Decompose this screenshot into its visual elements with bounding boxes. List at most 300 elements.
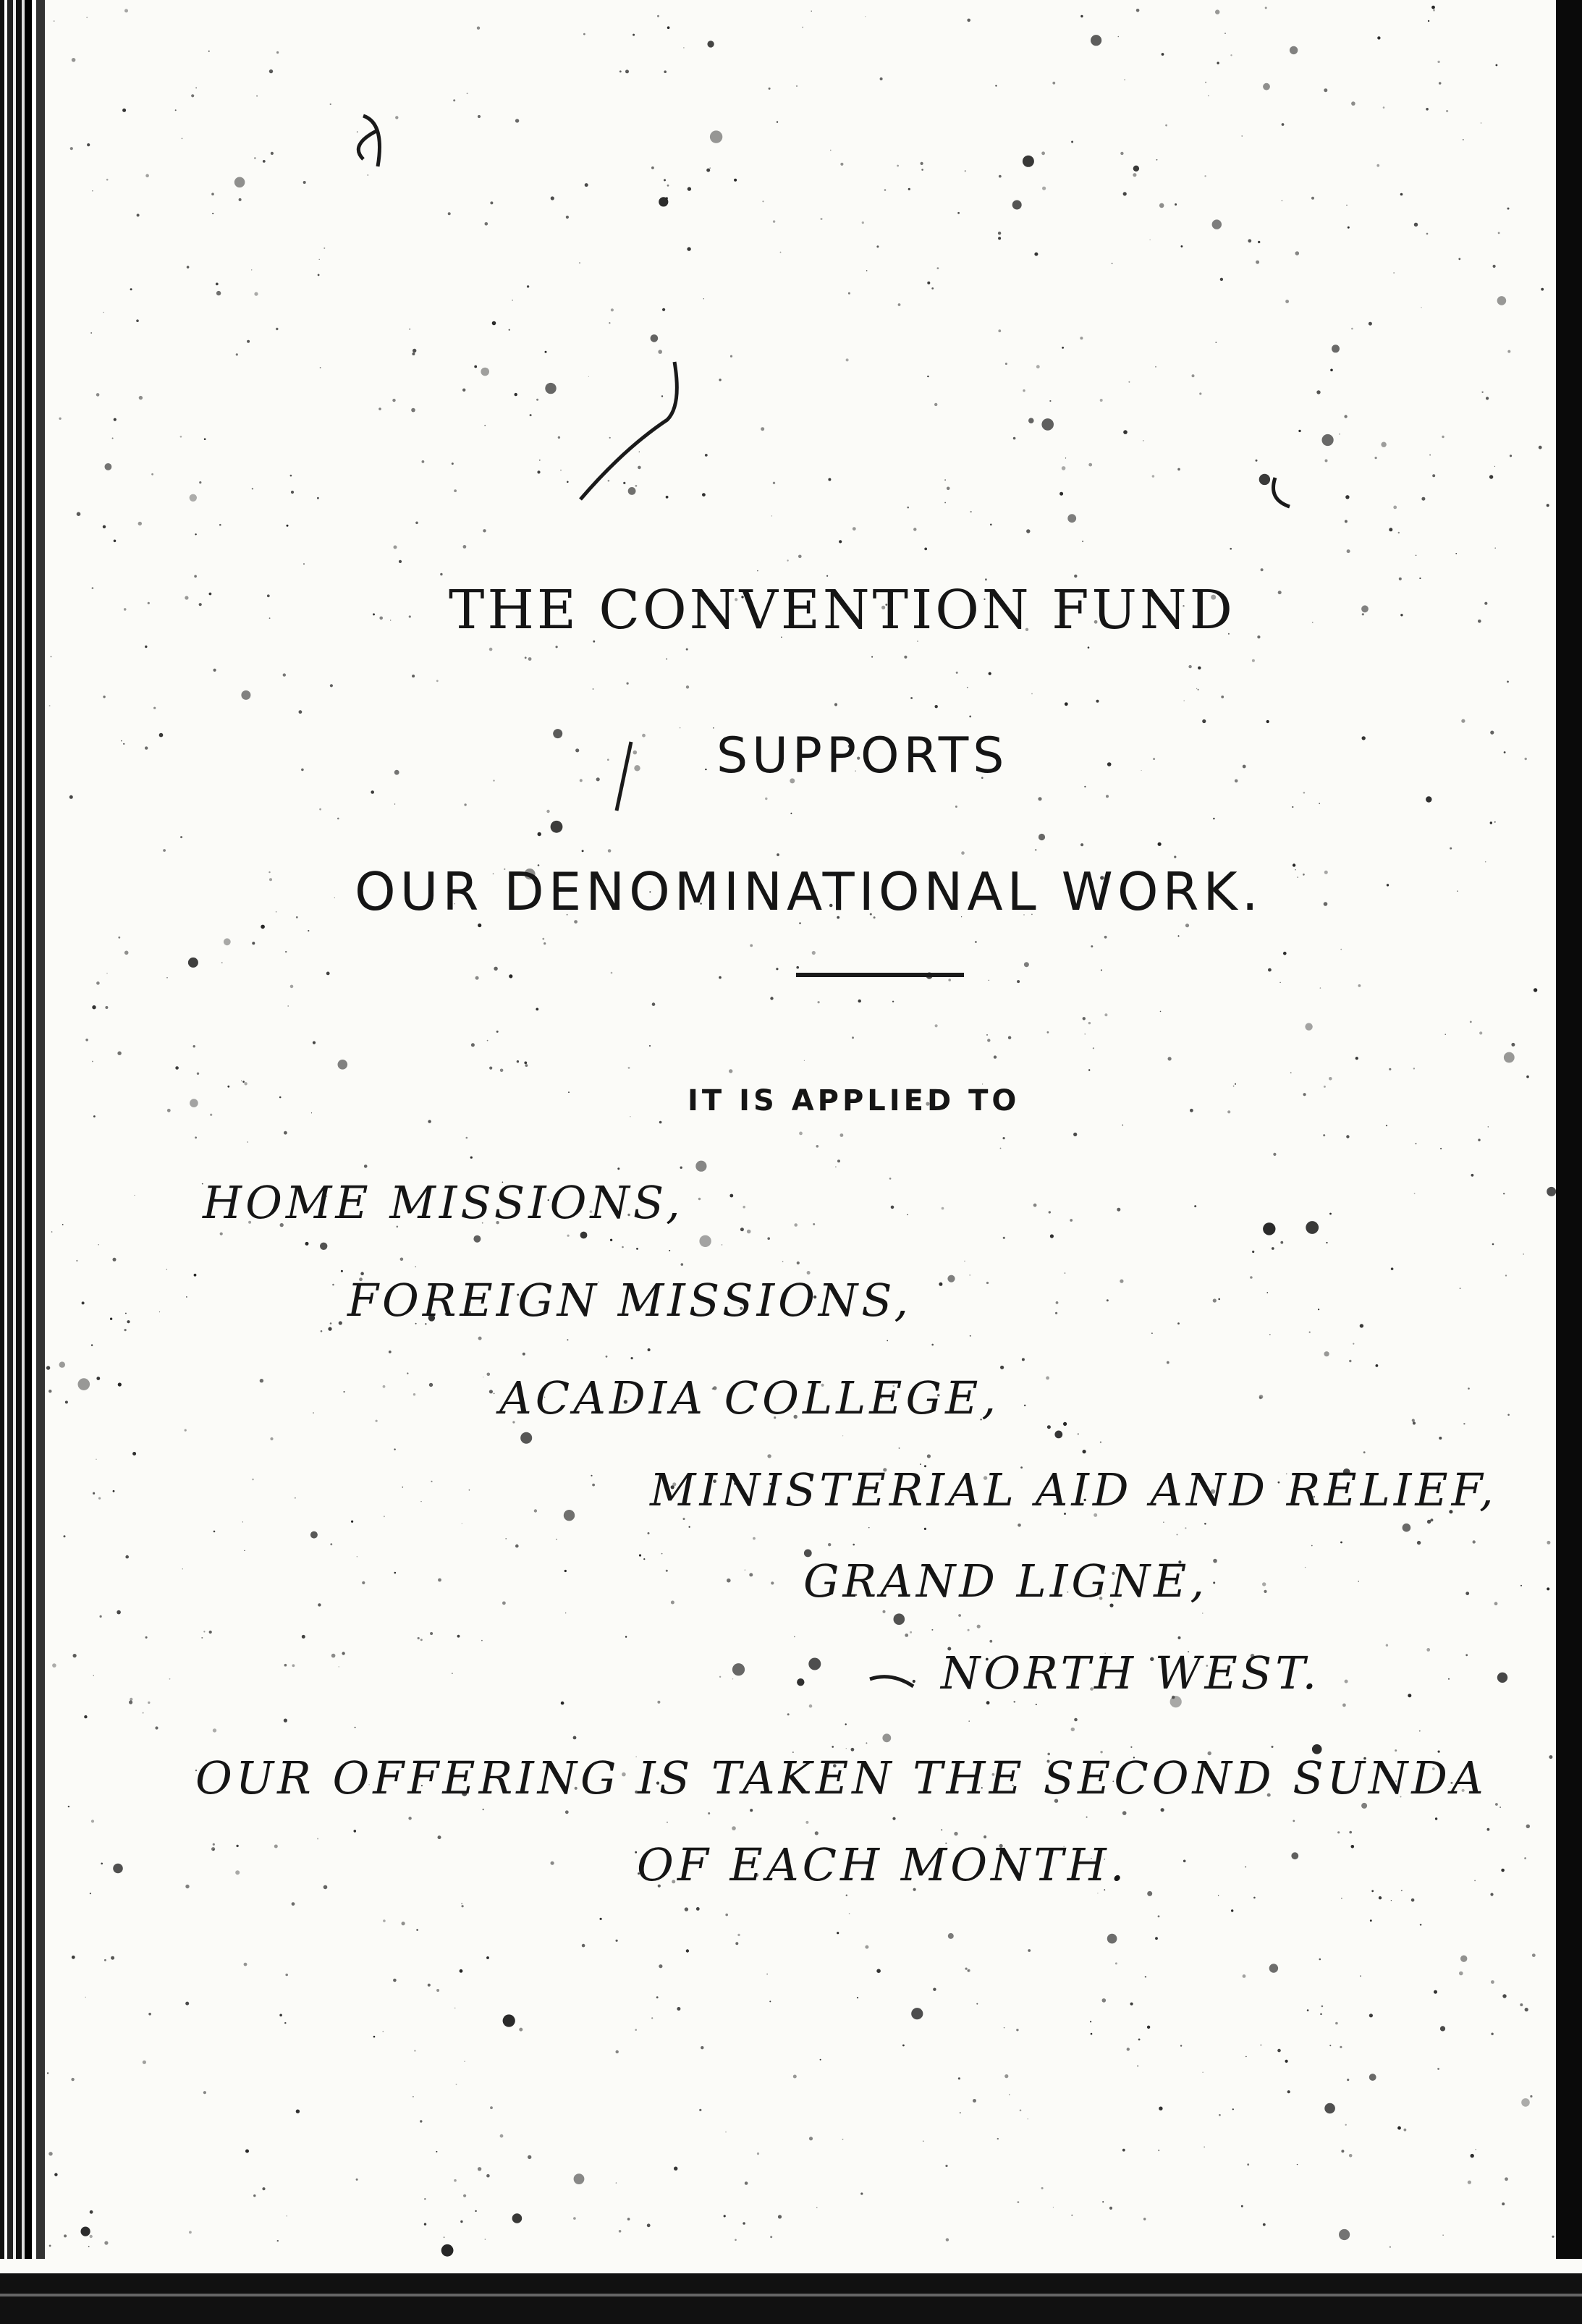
speckle: [883, 1610, 886, 1613]
speckle: [567, 1235, 570, 1237]
speckle: [699, 2109, 701, 2111]
speckle: [318, 1603, 321, 1606]
speckle: [1414, 223, 1418, 227]
speckle: [292, 1902, 295, 1906]
speckle: [934, 403, 937, 406]
speckle: [96, 393, 100, 397]
speckle: [408, 1817, 411, 1820]
speckle: [213, 1843, 215, 1846]
speckle: [567, 1339, 568, 1340]
speckle: [1474, 1880, 1476, 1882]
speckle: [1194, 1205, 1196, 1207]
speckle: [1100, 399, 1103, 402]
speckle: [85, 1997, 86, 1998]
speckle: [103, 696, 105, 698]
speckle: [1054, 1431, 1062, 1439]
speckle: [828, 1543, 831, 1546]
speckle: [1073, 1133, 1077, 1136]
speckle: [182, 138, 183, 140]
speckle: [931, 1344, 934, 1346]
speckle: [211, 193, 214, 195]
speckle: [117, 1052, 121, 1055]
speckle: [1205, 82, 1206, 83]
speckle: [137, 214, 140, 216]
speckle: [1115, 1962, 1117, 1964]
speckle: [216, 283, 219, 286]
subtitle-denominational-work: OUR DENOMINATIONAL WORK.: [355, 861, 1263, 922]
speckle: [606, 1356, 608, 1358]
speckle: [1370, 1919, 1372, 1922]
speckle: [194, 575, 197, 578]
speckle: [467, 93, 468, 94]
speckle: [301, 769, 304, 772]
speckle: [1158, 2150, 1159, 2151]
speckle: [1337, 1831, 1340, 1833]
speckle: [1264, 1590, 1266, 1593]
speckle: [270, 1437, 273, 1440]
speckle: [1389, 1068, 1391, 1070]
speckle: [145, 174, 149, 177]
speckle: [121, 740, 122, 742]
speckle: [1084, 786, 1086, 787]
speckle: [735, 1942, 738, 1945]
speckle: [973, 2099, 976, 2103]
speckle: [1324, 871, 1328, 874]
speckle: [1322, 434, 1334, 446]
speckle: [651, 166, 654, 169]
speckle: [634, 765, 640, 771]
speckle: [216, 291, 221, 295]
speckle: [47, 2072, 48, 2074]
speckle: [1036, 1704, 1037, 1705]
speckle: [948, 1933, 954, 1939]
speckle: [842, 1435, 843, 1436]
speckle: [241, 690, 250, 700]
speckle: [1272, 1746, 1274, 1748]
speckle: [262, 2187, 265, 2190]
speckle: [1018, 1524, 1021, 1527]
speckle: [1261, 568, 1264, 571]
speckle: [1047, 1425, 1051, 1429]
speckle: [793, 2075, 797, 2079]
speckle: [1245, 2056, 1246, 2057]
speckle: [583, 33, 585, 35]
speckle: [1104, 1013, 1107, 1016]
speckle: [49, 2245, 51, 2247]
speckle: [106, 179, 109, 181]
speckle: [1038, 797, 1041, 800]
speckle: [393, 1979, 397, 1982]
speckle: [1242, 135, 1243, 136]
speckle: [409, 329, 410, 330]
speckle: [1263, 1222, 1275, 1235]
speckle: [1014, 1701, 1016, 1703]
speckle: [84, 1715, 87, 1718]
speckle: [355, 1727, 356, 1728]
speckle: [252, 488, 253, 489]
speckle: [542, 938, 544, 940]
speckle: [356, 2179, 358, 2181]
speckle: [1016, 2029, 1018, 2031]
speckle: [203, 1631, 205, 1632]
speckle: [1263, 83, 1270, 90]
speckle: [671, 1601, 674, 1605]
speckle: [921, 162, 923, 165]
speckle: [70, 147, 73, 150]
speckle: [1028, 418, 1034, 423]
speckle: [1143, 2218, 1146, 2220]
speckle: [761, 427, 764, 431]
speckle: [1109, 2207, 1112, 2210]
speckle: [420, 2120, 422, 2122]
speckle: [1386, 1644, 1388, 1647]
speckle: [485, 2239, 486, 2240]
speckle: [1247, 2163, 1249, 2165]
speckle: [475, 976, 479, 980]
speckle: [750, 1809, 753, 1812]
speckle: [93, 1675, 94, 1676]
speckle: [242, 1521, 243, 1522]
speckle: [1185, 924, 1189, 927]
speckle: [1363, 1451, 1366, 1453]
speckle: [1033, 1204, 1037, 1207]
speckle: [1243, 765, 1246, 769]
speckle: [290, 985, 294, 989]
speckle: [525, 1064, 528, 1067]
speckle: [1471, 1174, 1474, 1177]
speckle: [729, 1194, 733, 1198]
speckle: [1080, 15, 1083, 17]
speckle: [845, 1723, 847, 1725]
speckle: [551, 1862, 554, 1865]
speckle: [292, 1664, 295, 1667]
speckle: [438, 1579, 441, 1582]
speckle: [924, 1528, 926, 1530]
speckle: [354, 1830, 357, 1833]
speckle: [1361, 605, 1369, 612]
speckle: [424, 2223, 426, 2225]
speckle: [68, 1806, 69, 1807]
speckle: [1492, 1243, 1494, 1246]
speckle: [92, 587, 94, 589]
speckle: [1397, 2126, 1401, 2130]
speckle: [420, 1501, 421, 1502]
speckle: [489, 1067, 492, 1070]
speckle: [414, 2050, 415, 2051]
speckle: [1160, 1011, 1162, 1013]
speckle: [1122, 1811, 1127, 1815]
speckle: [413, 1393, 415, 1395]
speckle: [1345, 520, 1348, 523]
speckle: [407, 1372, 408, 1374]
speckle: [1248, 239, 1251, 242]
speckle: [1433, 9, 1435, 12]
speckle: [1340, 2046, 1342, 2048]
speckle: [1071, 2215, 1073, 2216]
speckle: [1168, 1057, 1172, 1060]
speckle: [1445, 1034, 1446, 1035]
speckle: [689, 1526, 690, 1528]
speckle: [769, 88, 771, 90]
speckle: [337, 818, 339, 820]
speckle: [1490, 731, 1494, 735]
speckle: [1329, 2045, 1331, 2046]
speckle: [1256, 261, 1259, 264]
speckle: [1070, 1219, 1073, 1222]
speckle: [538, 832, 541, 836]
speckle: [1525, 758, 1527, 760]
speckle: [857, 1997, 858, 1998]
speckle: [362, 1581, 365, 1584]
speckle: [1347, 2079, 1349, 2081]
speckle: [958, 2077, 960, 2079]
speckle: [1013, 437, 1016, 440]
speckle: [1505, 1275, 1507, 1276]
speckle: [244, 1082, 247, 1085]
speckle: [1458, 258, 1460, 260]
speckle: [429, 1383, 433, 1387]
speckle: [331, 1654, 336, 1658]
speckle: [776, 968, 778, 970]
speckle: [954, 1832, 957, 1835]
speckle: [1325, 460, 1328, 462]
speckle: [582, 850, 584, 852]
speckle: [1130, 2003, 1133, 2006]
speckle: [1475, 2149, 1476, 2150]
speckle: [394, 1572, 397, 1574]
page-title: THE CONVENTION FUND: [449, 579, 1235, 641]
speckle: [1028, 1949, 1031, 1952]
speckle: [627, 683, 629, 685]
speckle: [1047, 1031, 1049, 1034]
speckle: [743, 1206, 745, 1209]
speckle: [990, 524, 992, 526]
speckle: [686, 685, 689, 688]
speckle: [1489, 475, 1493, 478]
speckle: [696, 1907, 700, 1911]
speckle: [368, 174, 369, 176]
speckle: [1369, 2074, 1376, 2081]
speckle: [564, 1510, 575, 1521]
speckle: [998, 329, 1001, 332]
speckle: [1063, 1422, 1067, 1426]
speckle: [1177, 468, 1180, 471]
speckle: [1232, 2108, 1234, 2110]
speckle: [1463, 1423, 1465, 1424]
speckle: [1497, 296, 1507, 305]
speckle: [846, 1895, 847, 1896]
speckle: [247, 340, 250, 343]
speckle: [740, 1228, 744, 1231]
speckle: [995, 85, 997, 86]
speckle: [520, 1432, 532, 1444]
speckle: [287, 525, 289, 527]
speckle: [910, 697, 913, 699]
speckle: [1204, 175, 1206, 177]
speckle: [750, 945, 753, 947]
speckle: [124, 9, 128, 12]
speckle: [364, 1165, 368, 1168]
speckle: [103, 312, 104, 313]
speckle: [661, 1553, 663, 1555]
speckle: [1505, 2177, 1508, 2181]
speckle: [1319, 803, 1320, 804]
speckle: [1178, 935, 1180, 937]
speckle: [185, 2002, 189, 2006]
speckle: [478, 2167, 481, 2171]
speckle: [666, 659, 667, 660]
speckle: [1426, 108, 1429, 111]
speckle: [1297, 2164, 1298, 2165]
speckle: [907, 1214, 908, 1216]
speckle: [502, 1602, 506, 1605]
speckle: [830, 150, 831, 151]
speckle: [955, 806, 957, 808]
speckle: [1349, 2154, 1353, 2158]
speckle: [1460, 1288, 1461, 1289]
speckle: [633, 751, 638, 755]
speckle: [553, 729, 562, 738]
speckle: [1324, 902, 1328, 906]
speckle: [1347, 549, 1350, 553]
speckle: [220, 1233, 223, 1235]
speckle: [1307, 2009, 1309, 2011]
speckle: [1213, 1559, 1217, 1563]
speckle: [1090, 2021, 1091, 2022]
speckle: [344, 1391, 345, 1393]
speckle: [287, 1005, 289, 1007]
speckle: [90, 2210, 93, 2214]
speckle: [1102, 1998, 1107, 2003]
speckle: [457, 1635, 460, 1638]
speckle: [528, 657, 532, 661]
speckle: [527, 285, 529, 287]
speckle: [1507, 350, 1510, 353]
speckle: [1062, 347, 1064, 349]
speckle: [860, 2192, 863, 2194]
speckle: [945, 2165, 947, 2167]
speckle: [897, 165, 899, 167]
speckle: [77, 512, 81, 516]
speckle: [483, 1809, 484, 1810]
speckle: [1524, 1857, 1526, 1859]
speckle: [865, 16, 866, 17]
speckle: [1155, 366, 1156, 368]
speckle: [1107, 1934, 1117, 1944]
speckle: [968, 1629, 970, 1631]
speckle: [1547, 504, 1549, 507]
speckle: [770, 997, 773, 1000]
speckle: [688, 187, 691, 190]
speckle: [104, 2241, 108, 2244]
speckle: [1282, 123, 1285, 126]
speckle: [796, 85, 798, 87]
speckle: [887, 1340, 888, 1342]
speckle: [487, 1040, 488, 1041]
speckle: [616, 2182, 617, 2183]
speckle: [1106, 795, 1109, 798]
speckle: [483, 529, 486, 532]
speckle: [1041, 2187, 1044, 2189]
speckle: [977, 1625, 981, 1628]
speckle: [111, 1956, 114, 1960]
speckle: [1269, 1964, 1278, 1972]
speckle: [212, 213, 213, 214]
speckle: [1504, 751, 1506, 753]
offering-note-line-1: OUR OFFERING IS TAKEN THE SECOND SUNDA: [195, 1752, 1487, 1804]
speckle: [418, 1637, 420, 1639]
speckle: [460, 2221, 462, 2223]
speckle: [431, 1481, 432, 1482]
speckle: [777, 121, 778, 122]
speckle: [724, 2215, 726, 2217]
speckle: [600, 1918, 602, 1920]
speckle: [436, 1989, 439, 1992]
speckle: [840, 1133, 844, 1137]
speckle: [279, 2014, 282, 2017]
speckle: [481, 1640, 483, 1641]
speckle: [769, 2000, 771, 2002]
speckle: [536, 1008, 538, 1011]
speckle: [256, 96, 258, 97]
speckle: [1491, 2033, 1493, 2035]
speckle: [127, 1320, 130, 1323]
speckle: [969, 716, 971, 718]
speckle: [1177, 1534, 1178, 1535]
speckle: [195, 533, 196, 535]
speckle: [274, 1845, 278, 1848]
speckle: [1147, 1891, 1152, 1896]
speckle: [1257, 635, 1260, 638]
speckle: [1465, 1592, 1469, 1595]
speckle: [591, 1475, 592, 1476]
speckle: [81, 2227, 90, 2236]
speckle: [485, 222, 488, 226]
speckle: [1340, 1542, 1342, 1544]
speckle: [320, 367, 321, 368]
speckle: [1133, 166, 1139, 172]
speckle: [1358, 984, 1361, 987]
speckle: [284, 1719, 287, 1723]
speckle: [865, 1945, 868, 1949]
speckle: [195, 1136, 197, 1138]
speckle: [100, 1615, 102, 1618]
speckle: [1055, 1312, 1057, 1314]
speckle: [659, 1964, 662, 1968]
speckle: [473, 1235, 481, 1243]
speckle: [239, 198, 242, 201]
speckle: [500, 1069, 504, 1073]
speckle: [623, 482, 625, 484]
speckle: [101, 1863, 103, 1865]
speckle: [1227, 1110, 1230, 1113]
speckle: [338, 1060, 348, 1070]
speckle: [492, 321, 496, 326]
speckle: [1400, 614, 1403, 616]
speckle: [224, 938, 231, 945]
speckle: [1329, 1077, 1332, 1081]
speckle: [1320, 2014, 1322, 2016]
speckle: [1003, 1137, 1005, 1139]
speckle: [894, 1613, 905, 1625]
speckle: [1375, 457, 1377, 459]
speckle: [1507, 1414, 1510, 1416]
speckle: [92, 1005, 96, 1009]
speckle: [195, 88, 197, 89]
speckle: [858, 1000, 861, 1002]
speckle: [1287, 2090, 1290, 2093]
speckle: [269, 69, 273, 73]
